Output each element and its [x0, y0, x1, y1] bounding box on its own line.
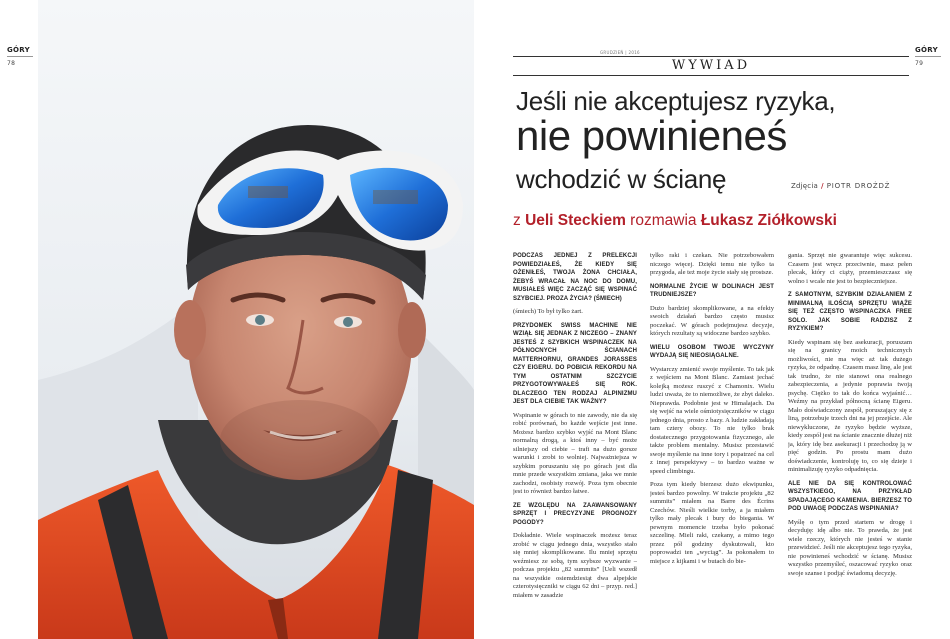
page-number: 79 — [915, 60, 924, 67]
interview-answer: (śmiech) To był tylko żart. — [513, 308, 583, 315]
text-column-2 — [650, 252, 774, 632]
text-column-1 — [513, 252, 637, 632]
portrait-illustration — [38, 0, 474, 639]
interview-answer: Kiedy wspinam się bez asekuracji, poruszam się na granicy moich technicznych możliwości, nie ma więc aż tak dużego ryzyka, że odpadnę. Czasem masz linę, ale jest tak trudno, że nie stanowi ona realnego zabezpieczenia, a jedynie poprawia twoją psychę. Ciężko to tak do końca wyjaśnić… Weźmy na przykład północną ścianę Eigeru. Mało doświadczony zespół, poruszający się z liną, potrzebuje trzech dni na jej przejście. Ale niewykluczone, że ryzyko będzie wyższe, kiedy zespół jest na ścianie znacznie dłużej niż ja, który idę bez asekuracji i przechodzę ją w pięć godzin. Po prostu mam dużo doświadczenie, kontroluję to, co się dzieje i minimalizuję ryzyko odpadnięcia. — [788, 338, 912, 473]
interview-answer: gania. Sprzęt nie gwarantuje więc sukcesu. Czasem jest wręcz przeciwnie, masz pełen plecak, który ci ciąży, przemieszczasz się wolno i wcale nie jest to bezpieczniejsze. — [788, 252, 912, 285]
section-bar — [513, 56, 909, 76]
left-margin — [0, 0, 38, 639]
center-gutter — [474, 0, 508, 639]
text-column-3 — [788, 252, 912, 632]
portrait-photo — [38, 0, 474, 639]
photo-credit-label: Zdjęcia — [791, 182, 818, 190]
header-rule — [7, 56, 33, 57]
section-title: WYWIAD — [671, 58, 751, 73]
interviewer-name: Łukasz Ziółkowski — [700, 212, 837, 229]
right-page-header — [915, 46, 941, 67]
page-number: 78 — [7, 60, 16, 67]
headline-line-2: nie powinieneś — [516, 112, 787, 159]
photo-credit-separator: / — [820, 182, 824, 190]
interview-answer: Myślę o tym przed startem w drogę i decyduję: idę albo nie. To prawda, że jest wiele rzeczy, których nie jesteś w stanie przewidzieć. Jeśli nie akceptujesz tego ryzyka, nie powinieneś wchodzić w ścianę. Musisz wszystko przemyśleć, oszacować ryzyko oraz swoje szanse i podjąć świadomą decyzję. — [788, 518, 912, 577]
photo-credit-author: PIOTR DROŻDŻ — [826, 182, 891, 190]
interview-answer: Dużo bardziej skomplikowane, a na efekty swoich działań bardzo często musisz poczekać. W górach podejmujesz decyzje, których rezultaty są widoczne bardzo szybko. — [650, 304, 774, 337]
interview-answer: Dokładnie. Wiele wspinaczek możesz teraz zrobić w ciągu jednego dnia, wszystko stało się mniej skomplikowane. Ilu mniej sprzętu weźmiesz ze sobą, tym szybsze wyzwanie – podczas projektu „82 summits” [Ueli wszedł na wszystkie osiemdziesiąt dwa alpejskie czterotysięczniki w ciągu 62 dni – przyp. red.] miałem w zasadzie — [513, 532, 637, 599]
interview-question: PODCZAS JEDNEJ Z PRELEKCJI POWIEDZIAŁEŚ, ŻE KIEDY SIĘ OŻENIŁEŚ, TWOJA ŻONA CHCIAŁA, ŻEBYŚ WRACAŁ NA NOC DO DOMU, MUSIAŁEŚ WIĘC ZACZĄĆ SIĘ WSPINAĆ SZYBCIEJ. PROZA ŻYCIA? (ŚMIECH) — [513, 253, 637, 302]
right-margin — [910, 0, 950, 639]
interview-answer: Poza tym kiedy bierzesz dużo ekwipunku, jesteś bardzo powolny. W trakcie projektu „82 summits” miałem na Barre des Écrins Czechów. Nieśli wielkie torby, a ja miałem tylko mały plecak i bury do biegania. W pewnym momencie trzeba było pokonać szczelinę. Mieli raki, czekany, a mimo tego przez pół godziny dyskutowali, kto poprowadzi ten „wyciąg”. Ja pokonałem to miejsce z kijkami i w butach do bie- — [650, 481, 774, 565]
header-rule — [915, 56, 941, 57]
sub-prefix: z — [513, 212, 526, 229]
interview-question: ZE WZGLĘDU NA ZAAWANSOWANY SPRZĘT I PRECYZYJNE PROGNOZY POGODY? — [513, 502, 637, 526]
headline-line-3: wchodzić w ścianę — [516, 164, 727, 194]
interview-answer: Wspinanie w górach to nie zawody, nie da się robić porównań, bo każde wejście jest inne. Możesz bardzo szybko wyjść na Mont Blanc normalną drogą, a ktoś inny – być może silniejszy od ciebie – trafi na dużo gorsze warunki i zrobi to wolniej. Najważniejsza w szybkim poruszaniu się po górach jest dla mnie przede wszystkim zmiana, jaka we mnie zachodzi, osobisty rozwój. Poza tym obecnie jest to również bardzo łatwe. — [513, 411, 637, 495]
interview-question: NORMALNE ŻYCIE W DOLINACH JEST TRUDNIEJSZE? — [650, 283, 774, 298]
sub-middle: rozmawia — [625, 212, 701, 229]
photo-credit — [791, 182, 890, 190]
interview-question: Z SAMOTNYM, SZYBKIM DZIAŁANIEM Z MINIMALNĄ ILOŚCIĄ SPRZĘTU WIĄŻE SIĘ TEŻ CZĘSTO WSPINACZKA FREE SOLO. JAK SOBIE RADZISZ Z RYZYKIEM? — [788, 292, 912, 332]
interviewee-name: Ueli Steckiem — [525, 212, 626, 229]
interview-question: WIELU OSOBOM TWOJE WYCZYNY WYDAJĄ SIĘ NIEOSIĄGALNE. — [650, 344, 774, 359]
magazine-name: GÓRY — [915, 46, 938, 54]
interview-answer: Wystarczy zmienić swoje myślenie. To tak jak z wejściem na Mont Blanc. Zamiast jechać kolejką możesz ruszyć z Chamonix. Wielu ludzi uważa, że to niemożliwe, że zbyt daleko. Nieprawda. Podobnie jest w Himalajach. Da się wejść na wiele ośmiotysięczników w ciągu jednego dnia, prosto z bazy. A ludzie zakładają tam cztery obozy. To nie tylko brak dostatecznego przygotowania fizycznego, ale także problem mentalny. Musisz przestawić swoje myślenie na inne tory i popatrzeć na cel z innej perspektywy – to bardzo ważne w speed climbingu. — [650, 365, 774, 475]
magazine-name: GÓRY — [7, 46, 30, 54]
headline-line-1: Jeśli nie akceptujesz ryzyka, — [516, 86, 836, 116]
left-page-header — [7, 46, 33, 67]
interview-question: PRZYDOMEK SWISS MACHINE NIE WZIĄŁ SIĘ JEDNAK Z NICZEGO – ZNANY JESTEŚ Z SZYBKICH WSPINACZEK NA PÓŁNOCNYCH ŚCIANACH MATTERHORNU, GRANDES JORASSES CZY EIGERU. DO POBICIA REKORDU NA TYM OSTATNIM SZCZYCIE PRZYGOTOWYWAŁEŚ SIĘ ROK. DLACZEGO TEN RODZAJ ALPINIZMU JEST DLA CIEBIE TAK WAŻNY? — [513, 322, 637, 405]
subheadline — [513, 212, 837, 230]
issue-date: GRUDZIEŃ | 2016 — [600, 50, 640, 55]
interview-question: ALE NIE DA SIĘ KONTROLOWAĆ WSZYSTKIEGO, NA PRZYKŁAD SPADAJĄCEGO KAMIENIA. BIERZESZ TO POD UWAGĘ PODCZAS WSPINANIA? — [788, 480, 912, 512]
interview-answer: tylko raki i czekan. Nie potrzebowałem niczego więcej. Dzięki temu nie tylko ta przygoda, ale też moje życie stały się prostsze. — [650, 252, 774, 276]
